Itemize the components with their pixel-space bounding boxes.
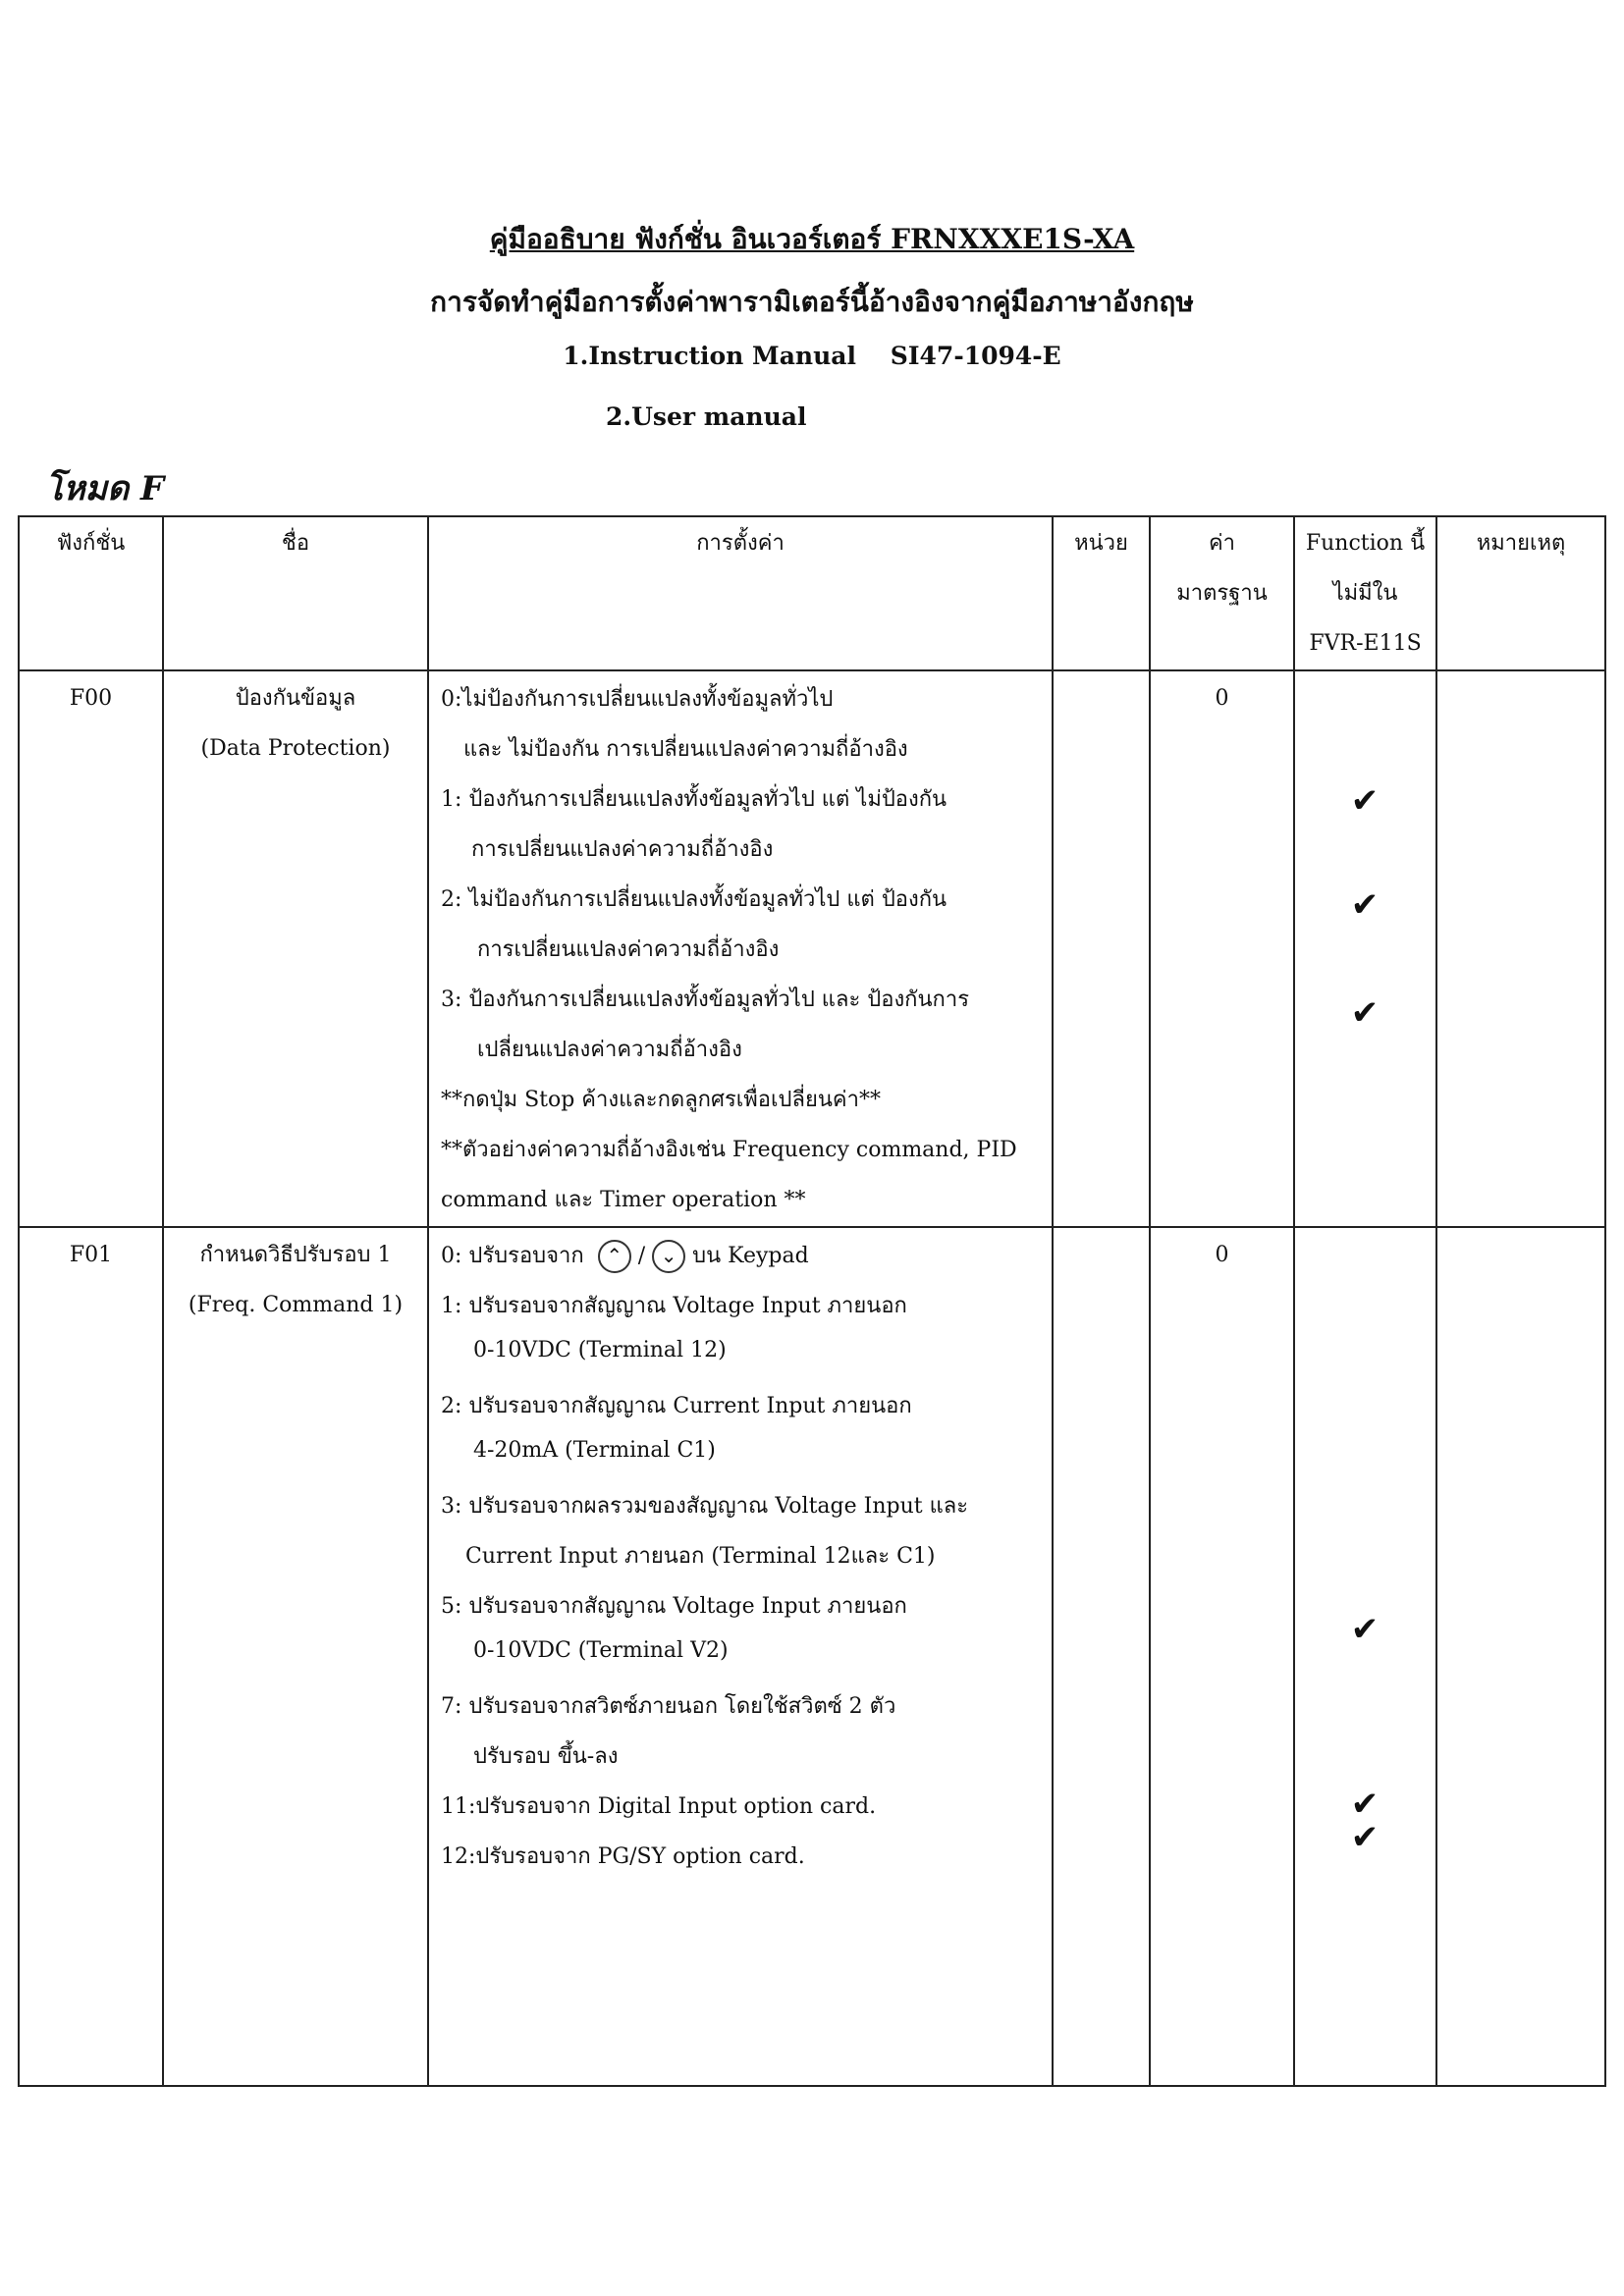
row-f01-setting-line: 1: ปรับรอบจากสัญญาณ Voltage Input ภายนอก	[441, 1294, 907, 1318]
row-f00-setting-line: และ ไม่ป้องกัน การเปลี่ยนแปลงค่าความถี่อ้างอิง	[463, 737, 908, 762]
arrow-up-icon: ⌃	[598, 1240, 631, 1273]
mode-title: โหมด F	[45, 469, 165, 508]
arrow-down-icon: ⌄	[652, 1240, 685, 1273]
table-header-divider	[18, 669, 1606, 671]
check-mark-icon: ✔	[1350, 885, 1380, 925]
row-f01-setting-line: 0-10VDC (Terminal V2)	[473, 1638, 729, 1663]
header-name: ชื่อ	[281, 531, 310, 556]
row-f01-setting-line: 0-10VDC (Terminal 12)	[473, 1338, 727, 1362]
header-default-line2: มาตรฐาน	[1176, 581, 1268, 606]
row-f00-setting-line: 1: ป้องกันการเปลี่ยนแปลงทั้งข้อมูลทั่วไป แต่ ไม่ป้องกัน	[441, 787, 947, 812]
row-f01-setting-line: ปรับรอบ ขึ้น-ลง	[473, 1744, 619, 1769]
row-f01-setting-line: Current Input ภายนอก (Terminal 12และ C1)	[465, 1544, 936, 1569]
row-f00-code: F00	[69, 686, 113, 711]
row-f00-setting-line: **กดปุ่ม Stop ค้างและกดลูกศรเพื่อเปลี่ยนค่า**	[441, 1088, 881, 1112]
row-f01-default: 0	[1215, 1243, 1229, 1267]
row-f00-setting-line: การเปลี่ยนแปลงค่าความถี่อ้างอิง	[477, 937, 780, 962]
row-f01-setting-line: 3: ปรับรอบจากผลรวมของสัญญาณ Voltage Input และ	[441, 1494, 969, 1519]
document-subtitle: การจัดทำคู่มือการตั้งค่าพารามิเตอร์นี้อ้างอิงจากคู่มือภาษาอังกฤษ	[430, 286, 1194, 318]
header-unit: หน่วย	[1074, 531, 1128, 556]
table-border-top	[18, 515, 1606, 517]
row-f00-default: 0	[1215, 686, 1229, 711]
col-border	[18, 515, 20, 2086]
col-border	[1052, 515, 1054, 2086]
row-f00-name-th: ป้องกันข้อมูล	[235, 686, 356, 711]
col-border	[1293, 515, 1295, 2086]
check-mark-icon: ✔	[1350, 781, 1380, 821]
row-f00-name-en: (Data Protection)	[200, 736, 391, 761]
row-f01-name-en: (Freq. Command 1)	[188, 1293, 404, 1317]
check-mark-icon: ✔	[1350, 1818, 1380, 1857]
row-f01-setting-line: 12:ปรับรอบจาก PG/SY option card.	[441, 1844, 805, 1869]
row-f00-setting-line: **ตัวอย่างค่าความถี่อ้างอิงเช่น Frequency command, PID	[441, 1138, 1017, 1162]
header-setting: การตั้งค่า	[696, 531, 785, 556]
table-border-bottom	[18, 2085, 1606, 2087]
reference-1: 1.Instruction Manual SI47-1094-E	[563, 342, 1061, 370]
check-mark-icon: ✔	[1350, 1610, 1380, 1649]
header-default-line1: ค่า	[1208, 531, 1236, 556]
check-mark-icon: ✔	[1350, 1785, 1380, 1824]
header-remark: หมายเหตุ	[1476, 531, 1566, 556]
row-f01-setting-prefix: 0: ปรับรอบจาก	[441, 1244, 584, 1268]
header-na-line3: FVR-E11S	[1309, 631, 1422, 656]
reference-2: 2.User manual	[606, 402, 807, 431]
col-border	[1435, 515, 1437, 2086]
check-mark-icon: ✔	[1350, 993, 1380, 1033]
header-na-line2: ไม่มีใน	[1332, 581, 1398, 606]
document-title: คู่มืออธิบาย ฟังก์ชั่น อินเวอร์เตอร์ FRNXXXE1S-XA	[489, 223, 1135, 255]
row-f01-setting-line: 5: ปรับรอบจากสัญญาณ Voltage Input ภายนอก	[441, 1594, 907, 1619]
row-f01-setting-suffix: บน Keypad	[692, 1244, 809, 1268]
row-f01-setting-line: 4-20mA (Terminal C1)	[473, 1438, 716, 1463]
header-na-line1: Function นี้	[1305, 531, 1426, 556]
row-f00-setting-line: 3: ป้องกันการเปลี่ยนแปลงทั้งข้อมูลทั่วไป และ ป้องกันการ	[441, 988, 970, 1012]
table-row-divider	[18, 1226, 1606, 1228]
row-f01-setting-line-0	[441, 1238, 809, 1273]
row-f01-setting-line: 2: ปรับรอบจากสัญญาณ Current Input ภายนอก	[441, 1394, 912, 1418]
slash-separator: /	[637, 1244, 646, 1268]
row-f00-setting-line: 2: ไม่ป้องกันการเปลี่ยนแปลงทั้งข้อมูลทั่วไป แต่ ป้องกัน	[441, 887, 947, 912]
header-function: ฟังก์ชั่น	[56, 531, 126, 556]
row-f01-setting-line: 11:ปรับรอบจาก Digital Input option card.	[441, 1794, 877, 1819]
row-f00-setting-line: การเปลี่ยนแปลงค่าความถี่อ้างอิง	[471, 837, 774, 862]
row-f00-setting-line: เปลี่ยนแปลงค่าความถี่อ้างอิง	[477, 1038, 742, 1062]
col-border	[1149, 515, 1151, 2086]
row-f00-setting-line: 0:ไม่ป้องกันการเปลี่ยนแปลงทั้งข้อมูลทั่วไป	[441, 687, 834, 712]
row-f01-setting-line: 7: ปรับรอบจากสวิตซ์ภายนอก โดยใช้สวิตซ์ 2 ตัว	[441, 1694, 896, 1719]
col-border	[427, 515, 429, 2086]
row-f01-code: F01	[69, 1243, 113, 1267]
row-f01-name-th: กำหนดวิธีปรับรอบ 1	[199, 1243, 392, 1267]
row-f00-setting-line: command และ Timer operation **	[441, 1188, 806, 1212]
col-border	[1604, 515, 1606, 2086]
